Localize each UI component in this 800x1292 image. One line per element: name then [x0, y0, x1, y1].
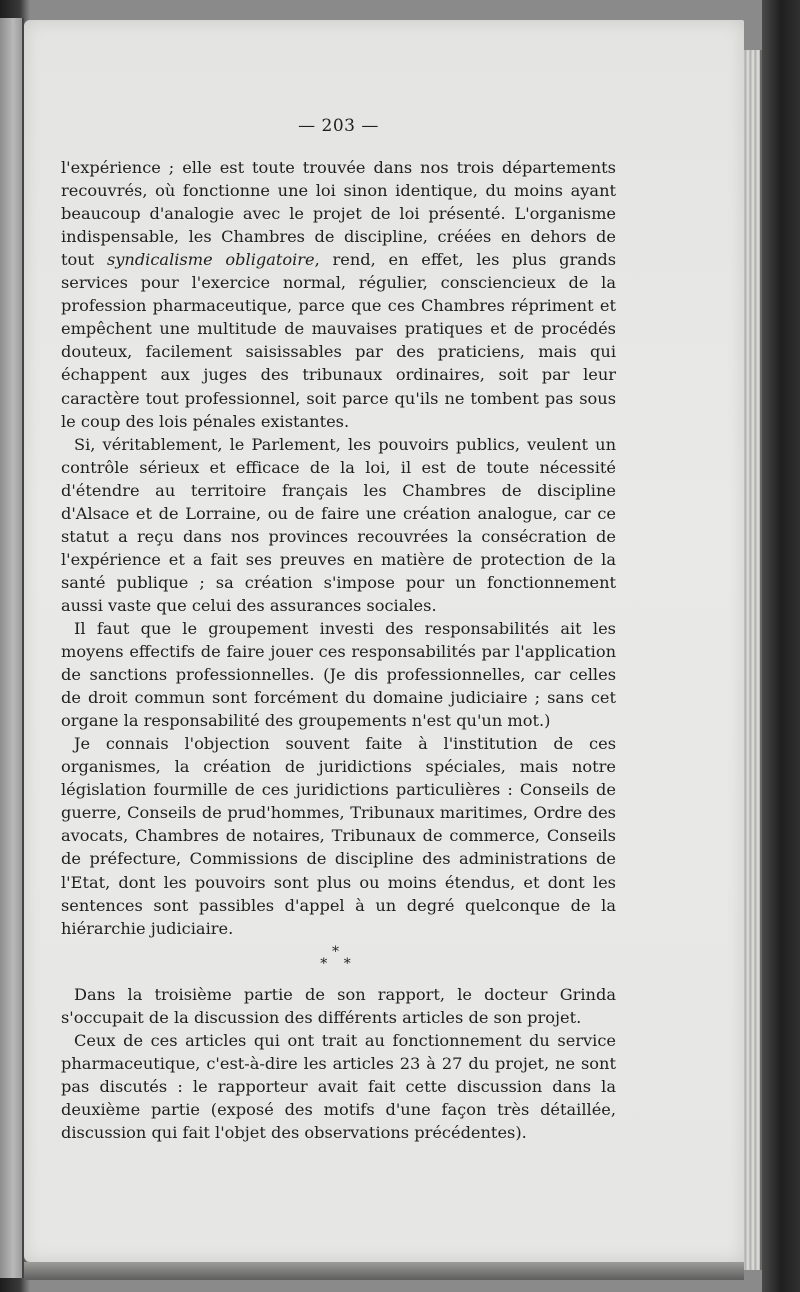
page-content [61, 115, 616, 1144]
page-number: — 203 — [298, 116, 379, 136]
asterism-top: * [332, 943, 345, 960]
paragraph-text: Ceux de ces articles qui ont trait au fonctionnement du service pharmaceutique, c'est-à-dire les articles 23 à 27 du projet, ne sont pas discutés : le rapporteur avait fait cette discussion dans la deuxième partie (exposé des motifs d'une façon très détaillée, discussion qui fait l'objet des observations précédentes). [61, 1030, 616, 1142]
paragraph-text: Dans la troisième partie de son rapport, le docteur Grinda s'occupait de la discussion des différents articles de son projet. [61, 984, 616, 1027]
italic-term: syndicalisme obligatoire [106, 250, 315, 270]
paragraph-4 [61, 732, 616, 939]
paragraph-6 [61, 1029, 616, 1144]
section-asterism [61, 943, 616, 972]
paragraph-1 [61, 156, 616, 433]
paragraph-text: Il faut que le groupement investi des responsabilités ait les moyens effectifs de faire jouer ces responsabilités par l'application de sanctions professionnelles. (Je dis professionnelles, car celles de droit commun sont forcément du domaine judiciaire ; sans cet organe la responsabilité des groupements n'est qu'un mot.) [61, 618, 616, 731]
asterism-bottom: * * [320, 955, 357, 972]
paragraph-5 [61, 983, 616, 1029]
paragraph-text: Je connais l'objection souvent faite à l'institution de ces organismes, la création de juridictions spéciales, mais notre législation fourmille de ces juridictions particulières : Conseils de guerre, Conseils de prud'hommes, Tribunaux maritimes, Ordre des avocats, Chambres de notaires, Tribunaux de commerce, Conseils de préfecture, Commissions de discipline des administrations de l'Etat, dont les pouvoirs sont plus ou moins étendus, et dont les sentences sont passibles d'appel à un degré quelconque de la hiérarchie judiciaire. [61, 734, 616, 938]
paragraph-3 [61, 617, 616, 732]
paragraph-2 [61, 433, 616, 617]
paragraph-text: l'expérience ; elle est toute trouvée dans nos trois départements recouvrés, où fonctionne une loi sinon identique, du moins ayant beaucoup d'analogie avec le projet de loi présenté. L'organisme indispensable, les Chambres de discipline, créées en dehors de tout [61, 158, 616, 270]
page-stack-edge [742, 50, 762, 1270]
bottom-page-edge [24, 1262, 744, 1280]
left-page-edge [0, 18, 24, 1278]
paragraph-text: , rend, en effet, les plus grands services pour l'exercice normal, régulier, consciencieux de la profession pharmaceutique, parce que ces Chambres répriment et empêchent une multitude de mauvaises pratiques et de procédés douteux, facilement saisissables par des praticiens, mais qui échappent aux juges des tribunaux ordinaires, soit par leur caractère tout professionnel, soit parce qu'ils ne tombent pas sous le coup des lois pénales existantes. [61, 250, 617, 431]
paragraph-text: Si, véritablement, le Parlement, les pouvoirs publics, veulent un contrôle sérieux et efficace de la loi, il est de toute nécessité d'étendre au territoire français les Chambres de discipline d'Alsace et de Lorraine, ou de faire une création analogue, car ce statut a reçu dans nos provinces recouvrées la consécration de l'expérience et a fait ses preuves en matière de protection de la santé publique ; sa création s'impose pour un fonctionnement aussi vaste que celui des assurances sociales. [61, 434, 616, 615]
right-scan-margin [762, 0, 800, 1292]
